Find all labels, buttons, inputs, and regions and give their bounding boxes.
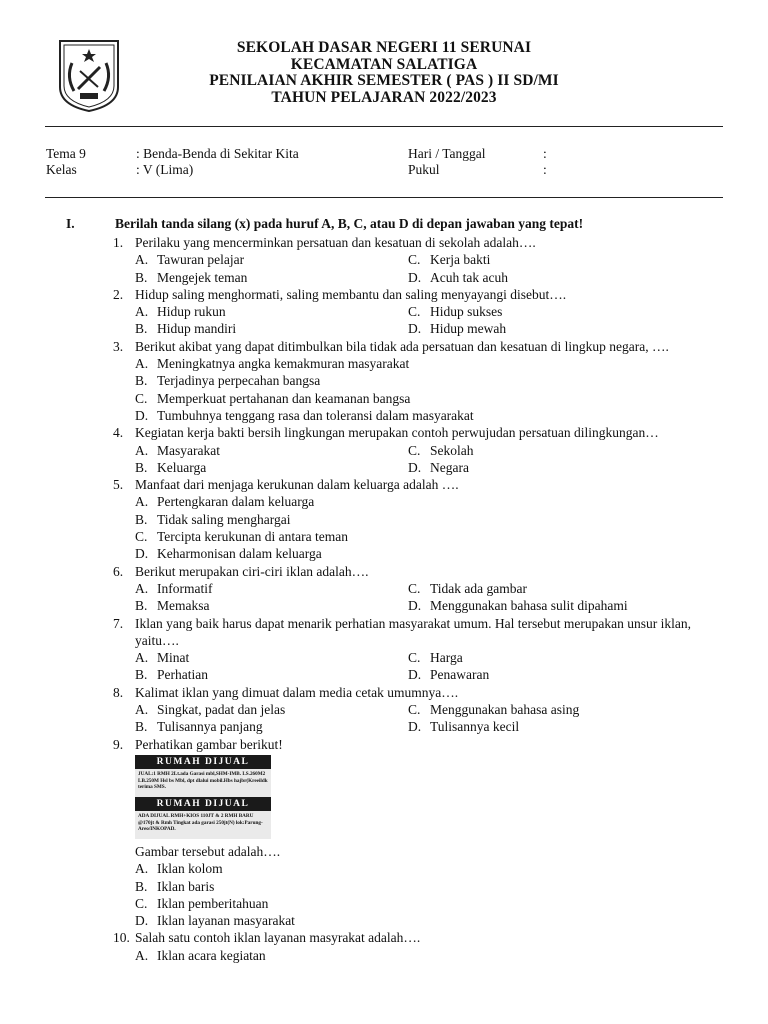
option-text: Harga	[430, 650, 463, 666]
answer-option[interactable]	[408, 459, 725, 476]
question-text: Hidup saling menghormati, saling membantu dan saling menyayangi disebut….	[135, 286, 567, 302]
answer-option[interactable]	[408, 597, 725, 614]
option-letter: A.	[135, 252, 149, 268]
option-text: Keharmonisan dalam keluarga	[157, 546, 322, 562]
option-text: Hidup mandiri	[157, 321, 237, 337]
kelas-label: Kelas	[46, 162, 77, 177]
option-text: Tercipta kerukunan di antara teman	[157, 529, 348, 545]
answer-option[interactable]	[135, 947, 725, 964]
question-text: Salah satu contoh iklan layanan masyrakat adalah….	[135, 930, 421, 946]
answer-option[interactable]	[408, 666, 725, 683]
tema-value: : Benda-Benda di Sekitar Kita	[136, 146, 299, 161]
option-text: Minat	[157, 650, 190, 666]
question-number: 10.	[113, 930, 130, 946]
question-number: 1.	[113, 235, 124, 250]
answer-option[interactable]	[135, 511, 725, 528]
option-text: Tumbuhnya tenggang rasa dan toleransi dalam masyarakat	[157, 407, 474, 423]
option-letter: B.	[135, 719, 148, 735]
classified-ad-image	[135, 755, 271, 839]
option-letter: D.	[135, 546, 149, 562]
answer-option[interactable]	[408, 269, 725, 286]
option-letter: C.	[408, 650, 421, 666]
answer-option[interactable]	[135, 878, 725, 895]
option-text: Tulisannya panjang	[157, 719, 263, 735]
question-text: Perhatikan gambar berikut!	[135, 736, 283, 752]
option-letter: D.	[408, 269, 422, 285]
answer-option[interactable]	[408, 320, 725, 337]
question-text: Berikut merupakan ciri-ciri iklan adalah….	[135, 563, 369, 579]
option-text: Tulisannya kecil	[430, 719, 520, 735]
question-number: 2.	[113, 286, 124, 302]
option-letter: A.	[135, 304, 149, 320]
ad-body: ADA DIJUAL RMH+KIOS 110JT & 2 RMH BARU @170jt & Rmh Tingkat ada garasi 250jt(N) lok:Parung-Areo/INKOPAD.	[135, 811, 271, 839]
section-instruction: Berilah tanda silang (x) pada huruf A, B, C, atau D di depan jawaban yang tepat!	[115, 216, 584, 231]
school-name: SEKOLAH DASAR NEGERI 11 SERUNAI	[236, 39, 532, 56]
answer-option[interactable]	[135, 493, 725, 510]
answer-option[interactable]	[135, 355, 725, 372]
option-letter: C.	[408, 580, 421, 596]
info-divider	[45, 197, 723, 198]
question-number: 5.	[113, 477, 124, 493]
option-text: Tidak saling menghargai	[157, 511, 291, 527]
answer-options	[135, 493, 725, 562]
document-header	[150, 40, 618, 106]
academic-year: TAHUN PELAJARAN 2022/2023	[271, 88, 497, 106]
option-letter: D.	[135, 913, 149, 929]
option-text: Iklan baris	[157, 878, 215, 894]
answer-option[interactable]	[135, 912, 725, 929]
answer-option[interactable]	[135, 649, 408, 666]
option-text: Hidup sukses	[430, 304, 503, 320]
answer-option[interactable]	[135, 895, 725, 912]
question-5	[113, 476, 725, 562]
option-letter: A.	[135, 494, 149, 510]
answer-option[interactable]	[408, 701, 725, 718]
option-letter: A.	[135, 442, 149, 458]
option-letter: B.	[135, 878, 148, 894]
option-text: Sekolah	[430, 442, 474, 458]
tema-label: Tema 9	[46, 146, 86, 161]
answer-option[interactable]	[135, 251, 408, 268]
option-letter: D.	[408, 719, 422, 735]
answer-options	[135, 947, 725, 964]
option-text: Iklan layanan masyarakat	[157, 913, 295, 929]
option-text: Perhatian	[157, 667, 208, 683]
option-letter: D.	[408, 321, 422, 337]
ad-heading: RUMAH DIJUAL	[135, 755, 271, 769]
answer-option[interactable]	[408, 251, 725, 268]
answer-option[interactable]	[408, 649, 725, 666]
option-text: Hidup rukun	[157, 304, 226, 320]
option-letter: D.	[135, 407, 149, 423]
question-1	[113, 234, 725, 286]
answer-option[interactable]	[408, 580, 725, 597]
option-letter: B.	[135, 598, 148, 614]
answer-option[interactable]	[135, 666, 408, 683]
option-letter: D.	[408, 667, 422, 683]
question-text: Iklan yang baik harus dapat menarik perhatian masyarakat umum. Hal tersebut merupakan unsur iklan, yaitu….	[135, 615, 691, 648]
option-text: Kerja bakti	[430, 252, 491, 268]
option-text: Keluarga	[157, 459, 207, 475]
option-text: Iklan kolom	[157, 861, 223, 877]
option-text: Mengejek teman	[157, 269, 248, 285]
answer-option[interactable]	[135, 459, 408, 476]
option-letter: B.	[135, 511, 148, 527]
question-text: Perilaku yang mencerminkan persatuan dan kesatuan di sekolah adalah….	[135, 235, 536, 250]
district-name: KECAMATAN SALATIGA	[290, 55, 478, 73]
answer-option[interactable]	[135, 390, 725, 407]
answer-options	[135, 355, 725, 424]
option-letter: D.	[408, 459, 422, 475]
option-letter: B.	[135, 459, 148, 475]
answer-option[interactable]	[408, 303, 725, 320]
pukul-label: Pukul	[408, 162, 440, 177]
option-text: Iklan pemberitahuan	[157, 895, 269, 911]
question-text: Manfaat dari menjaga kerukunan dalam keluarga adalah ….	[135, 477, 459, 493]
ad-body: JUAL:1 RMH 2Lt.ada Garasi mbl,SHM-IMB. LS.260M2 LB.250M Hsl bs Mbl, dpt dlalui mobil.Hbs hajbr(Kreeildk terima SMS.	[135, 769, 271, 797]
question-10	[113, 929, 725, 964]
option-text: Meningkatnya angka kemakmuran masyarakat	[157, 356, 410, 372]
option-letter: A.	[135, 580, 149, 596]
option-text: Informatif	[157, 580, 213, 596]
option-text: Memaksa	[157, 598, 210, 614]
question-number: 3.	[113, 338, 124, 354]
answer-option[interactable]	[135, 860, 725, 877]
answer-options	[135, 860, 725, 929]
option-text: Tidak ada gambar	[430, 580, 527, 596]
question-9	[113, 736, 725, 930]
answer-options	[135, 701, 725, 736]
question-2	[113, 286, 725, 338]
option-letter: C.	[408, 702, 421, 718]
question-list	[113, 234, 725, 964]
question-6	[113, 563, 725, 615]
option-letter: A.	[135, 356, 149, 372]
question-number: 8.	[113, 684, 124, 700]
option-letter: A.	[135, 702, 149, 718]
option-text: Menggunakan bahasa asing	[430, 702, 580, 718]
exam-title: PENILAIAN AKHIR SEMESTER ( PAS ) II SD/MI	[209, 72, 559, 89]
hari-label: Hari / Tanggal	[408, 146, 486, 161]
section-number: I.	[66, 216, 75, 231]
option-text: Menggunakan bahasa sulit dipahami	[430, 598, 628, 614]
question-8	[113, 684, 725, 736]
option-text: Negara	[430, 459, 469, 475]
answer-options	[135, 442, 725, 477]
question-text: Kalimat iklan yang dimuat dalam media cetak umumnya….	[135, 684, 459, 700]
option-text: Pertengkaran dalam keluarga	[157, 494, 315, 510]
option-text: Tawuran pelajar	[157, 252, 245, 268]
option-letter: D.	[408, 598, 422, 614]
option-text: Penawaran	[430, 667, 490, 683]
option-letter: C.	[408, 252, 421, 268]
question-3	[113, 338, 725, 424]
question-text: Berikut akibat yang dapat ditimbulkan bila tidak ada persatuan dan kesatuan di lingkup negara, ….	[135, 338, 669, 354]
option-text: Terjadinya perpecahan bangsa	[157, 373, 321, 389]
ad-heading: RUMAH DIJUAL	[135, 797, 271, 811]
answer-option[interactable]	[135, 718, 408, 735]
answer-option[interactable]	[135, 320, 408, 337]
question-subtext: Gambar tersebut adalah….	[135, 843, 281, 859]
answer-option[interactable]	[135, 303, 408, 320]
answer-option[interactable]	[135, 372, 725, 389]
question-number: 6.	[113, 563, 124, 579]
school-logo-icon	[56, 37, 122, 113]
question-text: Kegiatan kerja bakti bersih lingkungan merupakan contoh perwujudan persatuan dilingkungan…	[135, 425, 659, 441]
answer-option[interactable]	[135, 442, 408, 459]
option-letter: A.	[135, 861, 149, 877]
answer-option[interactable]	[135, 545, 725, 562]
header-divider	[45, 126, 723, 127]
answer-options	[135, 649, 725, 684]
answer-option[interactable]	[135, 701, 408, 718]
option-text: Iklan acara kegiatan	[157, 947, 266, 963]
option-letter: B.	[135, 321, 148, 337]
option-letter: C.	[135, 390, 148, 406]
option-letter: C.	[408, 442, 421, 458]
answer-option[interactable]	[408, 442, 725, 459]
option-text: Acuh tak acuh	[430, 269, 508, 285]
option-letter: A.	[135, 650, 149, 666]
answer-option[interactable]	[135, 597, 408, 614]
option-letter: B.	[135, 667, 148, 683]
option-text: Memperkuat pertahanan dan keamanan bangsa	[157, 390, 411, 406]
kelas-value: : V (Lima)	[136, 162, 194, 177]
option-letter: B.	[135, 269, 148, 285]
option-letter: B.	[135, 373, 148, 389]
answer-options	[135, 251, 725, 286]
answer-option[interactable]	[135, 269, 408, 286]
answer-options	[135, 303, 725, 338]
option-letter: C.	[135, 895, 148, 911]
option-text: Singkat, padat dan jelas	[157, 702, 286, 718]
answer-option[interactable]	[135, 528, 725, 545]
option-letter: A.	[135, 947, 149, 963]
question-number: 9.	[113, 736, 124, 752]
hari-value: :	[543, 146, 547, 161]
answer-option[interactable]	[135, 407, 725, 424]
option-text: Hidup mewah	[430, 321, 507, 337]
question-7	[113, 615, 725, 684]
option-letter: C.	[135, 529, 148, 545]
question-number: 4.	[113, 425, 124, 441]
answer-option[interactable]	[408, 718, 725, 735]
question-4	[113, 424, 725, 476]
pukul-value: :	[543, 162, 547, 177]
option-text: Masyarakat	[157, 442, 220, 458]
answer-option[interactable]	[135, 580, 408, 597]
option-letter: C.	[408, 304, 421, 320]
question-number: 7.	[113, 615, 124, 631]
answer-options	[135, 580, 725, 615]
